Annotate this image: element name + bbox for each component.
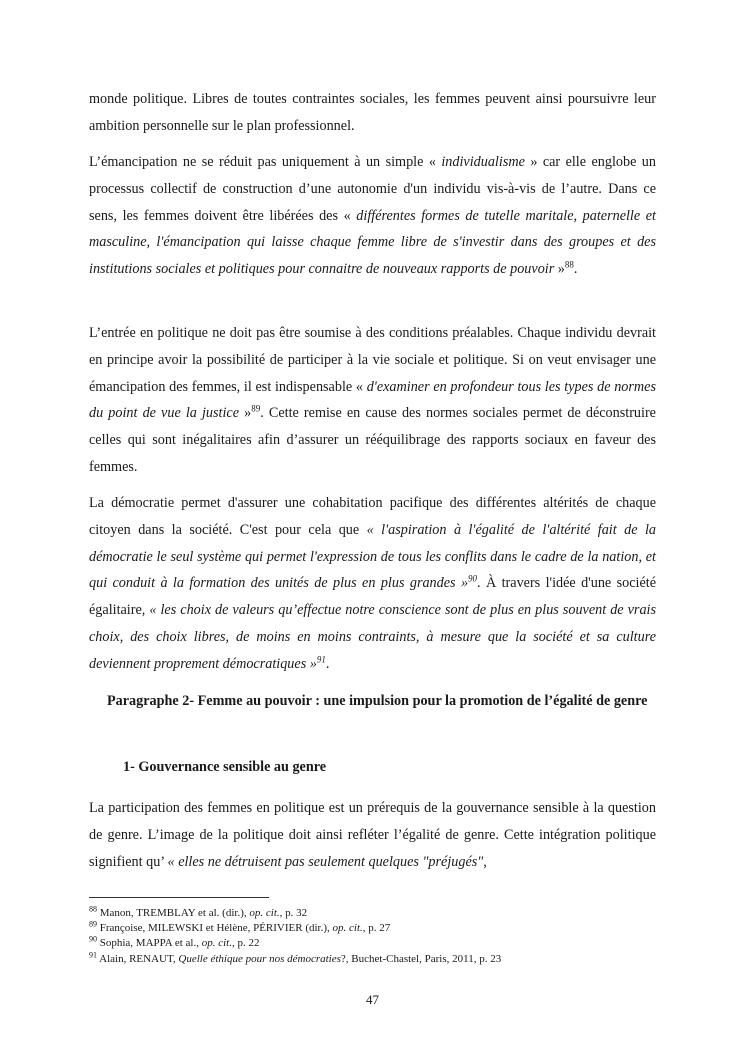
p3-quote: d'examiner en profondeur tous les types de normes du point de vue la justice — [89, 378, 656, 422]
footnote-number: 90 — [89, 934, 97, 944]
footnote-90 — [89, 936, 689, 951]
footnote-text: Françoise, MILEWSKI et Hélène, PÉRIVIER (dir.), — [97, 922, 333, 935]
footnote-ref-90: 90 — [468, 573, 478, 584]
heading-section-1: 1- Gouvernance sensible au genre — [123, 759, 327, 775]
footnote-number: 88 — [89, 904, 97, 914]
page-number: 47 — [366, 992, 379, 1007]
p3-quote-close: » — [239, 405, 252, 422]
p4-quote-2: « les choix de valeurs qu’effectue notre conscience sont de plus en plus souvent de vrais choix, des choix libres, de moins en moins contraints, à mesure que la société et sa culture deviennent proprement démocratiques » — [89, 602, 656, 672]
footnotes — [89, 906, 689, 967]
p2-text-b: » car elle englobe un processus collectif de construction d’une autonomie d'un individu vis-à-vis de l’autre. Dans ce sens, les femmes doivent être libérées des « — [89, 154, 656, 224]
footnote-text: Manon, TREMBLAY et al. (dir.), — [97, 907, 250, 919]
footnote-91 — [89, 949, 689, 967]
p2-quote: différentes formes de tutelle maritale, paternelle et masculine, l'émancipation qui laisse chaque femme libre de s'investir dans des groupes et des institutions sociales et politiques pour connaitre de nouveaux rapports de pouvoir — [89, 207, 656, 278]
footnote-text: Alain, RENAUT, — [97, 952, 179, 965]
p3-text-a: L’entrée en politique ne doit pas être soumise à des conditions préalables. Chaque individu devrait en principe avoir la possibilité de participer à la vie sociale et politique. Si on veut envisager une émancipation des femmes, il est indispensable « — [89, 325, 656, 395]
footnote-italic: op. cit. — [201, 937, 232, 950]
footnote-text: , p. 27 — [362, 922, 391, 935]
heading-paragraph-2: Paragraphe 2- Femme au pouvoir : une impulsion pour la promotion de l’égalité de genre — [107, 693, 648, 709]
footnote-number: 91 — [89, 949, 97, 959]
footnote-ref-89: 89 — [251, 403, 261, 414]
paragraph-1-text: monde politique. Libres de toutes contraintes sociales, les femmes peuvent ainsi poursuivre leur ambition personnelle sur le plan professionnel. — [89, 91, 656, 134]
p5-quote: « elles ne détruisent pas seulement quelques "préjugés", — [167, 853, 487, 870]
paragraph-4 — [89, 490, 656, 678]
p4-text-a: La démocratie permet d'assurer une cohabitation pacifique des différentes altérités de chaque citoyen dans la société. C'est pour cela que — [89, 495, 656, 538]
p4-text-b: . À travers l'idée d'une société égalitaire, — [89, 575, 656, 619]
footnote-text: , p. 22 — [231, 937, 260, 950]
paragraph-2 — [89, 149, 656, 283]
p2-italic-term: individualisme — [441, 154, 525, 170]
p4-quote-1: « l'aspiration à l'égalité de l'altérité fait de la démocratie le seul système qui permet l'expression de tous les conflits dans le cadre de la nation, et qui conduit à la formation des unités de plus en plus grandes » — [89, 521, 656, 592]
p3-text-b: . Cette remise en cause des normes sociales permet de déconstruire celles qui sont inégalitaires afin d’assurer un rééquilibrage des rapports sociaux en faveur des femmes. — [89, 405, 656, 475]
footnote-text: Sophia, MAPPA et al., — [97, 937, 202, 950]
footnote-italic: Quelle éthique pour nos démocraties — [178, 952, 341, 965]
footnote-separator — [89, 897, 269, 898]
p2-text-a: L’émancipation ne se réduit pas uniquement à un simple « — [89, 154, 442, 170]
footnote-text: , p. 32 — [279, 907, 308, 919]
footnote-89 — [89, 921, 689, 936]
footnote-88 — [89, 906, 689, 921]
paragraph-5 — [89, 795, 656, 875]
footnote-number: 89 — [89, 919, 97, 929]
p5-text-a: La participation des femmes en politique est un prérequis de la gouvernance sensible à la question de genre. L’image de la politique doit ainsi refléter l’égalité de genre. Cette intégration politique signifient qu’ — [89, 800, 656, 870]
footnote-ref-88: 88 — [564, 259, 574, 270]
p2-end: . — [573, 261, 578, 278]
footnote-italic: op. cit. — [249, 907, 280, 919]
paragraph-1 — [89, 86, 656, 140]
footnote-text: ?, Buchet-Chastel, Paris, 2011, p. 23 — [340, 952, 502, 965]
footnote-italic: op. cit. — [332, 922, 363, 935]
footnote-ref-91: 91 — [316, 654, 326, 665]
paragraph-3 — [89, 320, 656, 481]
p4-end: . — [325, 655, 330, 672]
p2-quote-close: » — [554, 261, 565, 278]
